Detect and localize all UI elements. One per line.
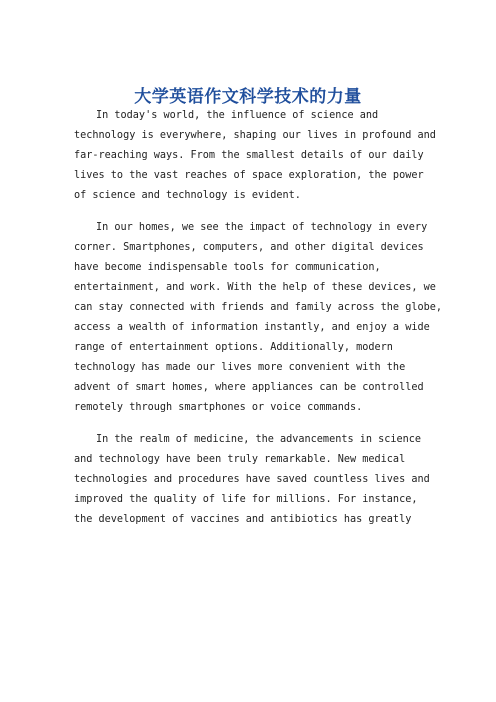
paragraph-line: access a wealth of information instantly, and enjoy a wide	[74, 322, 430, 333]
paragraph-2	[74, 218, 443, 418]
paragraph-line: advent of smart homes, where appliances can be controlled	[74, 382, 424, 393]
paragraph-line: technology has made our lives more convenient with the	[74, 362, 406, 373]
paragraph-line: have become indispensable tools for communication,	[74, 262, 381, 273]
paragraph-line: remotely through smartphones or voice commands.	[74, 402, 363, 413]
paragraph-line: range of entertainment options. Additionally, modern	[74, 342, 393, 353]
document-body	[74, 106, 443, 542]
paragraph-line: improved the quality of life for millions. For instance,	[74, 494, 418, 505]
paragraph-line: technology is everywhere, shaping our lives in profound and	[74, 130, 436, 141]
paragraph-line: the development of vaccines and antibiotics has greatly	[74, 514, 412, 525]
paragraph-3	[74, 430, 434, 530]
paragraph-line: entertainment, and work. With the help of these devices, we	[74, 282, 436, 293]
paragraph-line: corner. Smartphones, computers, and other digital devices	[74, 242, 424, 253]
paragraph-line: In today's world, the influence of science and	[96, 110, 379, 121]
paragraph-line: In the realm of medicine, the advancements in science	[96, 434, 422, 445]
paragraph-line: and technology have been truly remarkable. New medical	[74, 454, 406, 465]
paragraph-line: technologies and procedures have saved countless lives and	[74, 474, 430, 485]
paragraph-line: can stay connected with friends and family across the globe,	[74, 302, 443, 313]
document-title: 大学英语作文科学技术的力量	[134, 87, 362, 107]
paragraph-1	[74, 106, 434, 206]
paragraph-line: lives to the vast reaches of space exploration, the power	[74, 170, 424, 181]
paragraph-line: In our homes, we see the impact of technology in every	[96, 222, 428, 233]
paragraph-line: far-reaching ways. From the smallest details of our daily	[74, 150, 424, 161]
paragraph-line: of science and technology is evident.	[74, 190, 301, 201]
